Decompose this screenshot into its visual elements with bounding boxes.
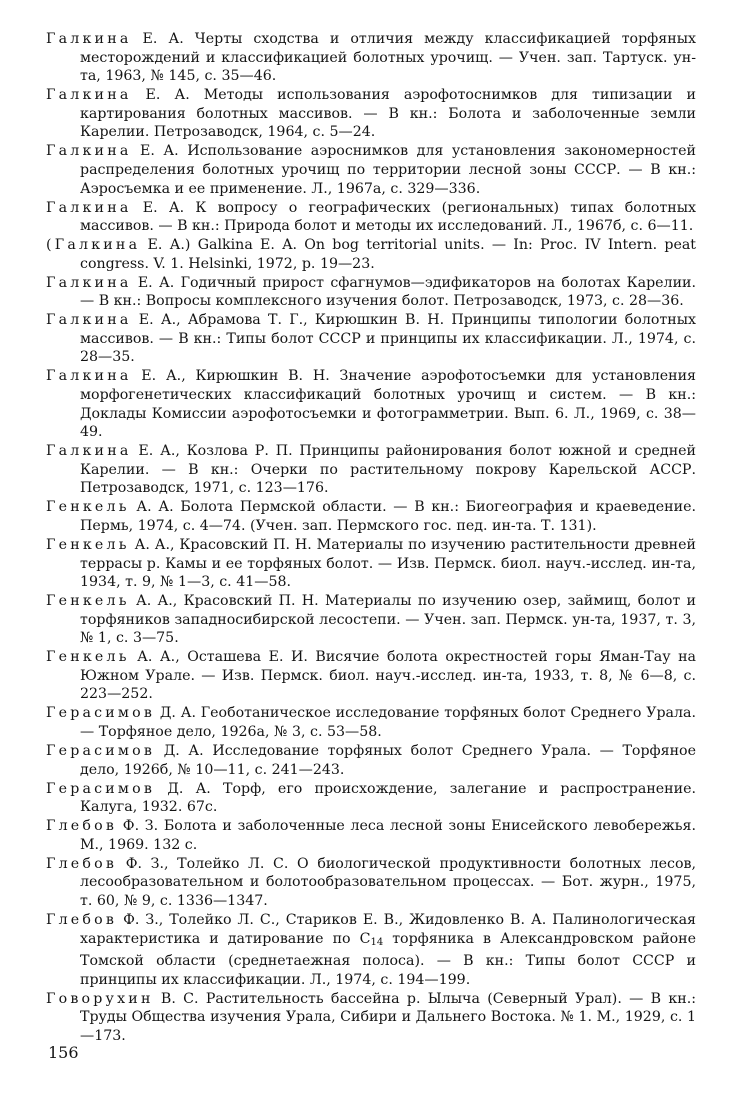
entry-text: А. А., Красовский П. Н. Материалы по изучению озер, займищ, болот и торфяников западносибирской лесостепи. — Учен. зап. Пермск. ун-та, 1937, т. 3, № 1, с. 3—75. <box>80 593 696 647</box>
bibliography-entry <box>46 742 696 779</box>
entry-text: Ф. З. Болота и заболоченные леса лесной зоны Енисейского левобережья. М., 1969. 132 с. <box>80 818 696 853</box>
entry-author: Генкель <box>46 499 130 516</box>
bibliography-entry <box>46 536 696 592</box>
entry-author: Галкина <box>46 312 132 329</box>
entry-text: Е. А. Годичный прирост сфагнумов—эдификаторов на болотах Карелии. — В кн.: Вопросы комплексного изучения болот. Петрозаводск, 1973, с. 28—36. <box>80 274 696 310</box>
bibliography-entry <box>46 780 696 817</box>
entry-text: Е. А. Использование аэроснимков для установления закономерностей распределения болотных урочищ по территории лесной зоны СССР. — В кн.: Аэросъемка и ее применение. Л., 1967а, с. 329—336. <box>80 143 696 197</box>
entry-author: Галкина <box>46 368 132 385</box>
entry-text: Ф. З., Толейко Л. С., Стариков Е. В., Жидовленко В. А. Палинологическая характеристика и датирование по C <box>80 911 696 947</box>
bibliography-entry <box>46 236 696 273</box>
bibliography-entry <box>46 199 696 236</box>
entry-author: Галкина <box>46 31 132 47</box>
entry-text: В. С. Растительность бассейна р. Ылыча (Северный Урал). — В кн.: Труды Общества изучения Урала, Сибири и Дальнего Востока. № 1. М., 1929, с. 1—173. <box>80 990 696 1044</box>
entry-author: Глебов <box>46 911 118 928</box>
entry-author: Галкина <box>46 87 132 104</box>
bibliography-entry <box>46 592 696 648</box>
bibliography-entry <box>46 274 696 311</box>
entry-text: Е. А., Козлова Р. П. Принципы районирования болот южной и средней Карелии. — В кн.: Очерки по растительному покрову Карельской АССР. Петрозаводск, 1971, с. 123—176. <box>80 443 696 497</box>
entry-text: Е. А. Черты сходства и отличия между классификацией торфяных месторождений и классификацией болотных урочищ. — Учен. зап. Тартуск. ун-та, 1963, № 145, с. 35—46. <box>80 31 696 85</box>
entry-author: Генкель <box>46 536 130 553</box>
entry-text: Ф. З., Толейко Л. С. О биологической продуктивности болотных лесов, лесообразовательном и болотообразовательном процессах. — Бот. журн., 1975, т. 60, № 9, с. 1336—1347. <box>80 855 696 909</box>
entry-author: Говорухин <box>46 990 154 1007</box>
bibliography-page <box>46 30 696 1046</box>
entry-author: (Галкина <box>46 237 141 254</box>
entry-author: Галкина <box>46 274 132 291</box>
entry-text: Е. А. Методы использования аэрофотоснимков для типизации и картирования болотных массивов. — В кн.: Болота и заболоченные земли Карелии. Петрозаводск, 1964, с. 5—24. <box>80 87 696 141</box>
entry-author: Генкель <box>46 649 130 666</box>
bibliography-entry <box>46 990 696 1046</box>
bibliography-entry <box>46 648 696 704</box>
entry-text: А. А. Болота Пермской области. — В кн.: Биогеография и краеведение. Пермь, 1974, с. 4—74. (Учен. зап. Пермского гос. пед. ин-та. Т. 131). <box>80 499 696 534</box>
entry-text: Е. А., Абрамова Т. Г., Кирюшкин В. Н. Принципы типологии болотных массивов. — В кн.: Типы болот СССР и принципы их классификации. Л., 1974, с. 28—35. <box>80 312 696 366</box>
bibliography-entry <box>46 911 696 989</box>
bibliography-entry <box>46 817 696 854</box>
bibliography-entry <box>46 498 696 535</box>
entry-text: А. А., Осташева Е. И. Висячие болота окрестностей горы Яман-Тау на Южном Урале. — Изв. Пермск. биол. науч.-исслед. ин-та, 1933, т. 8, № 6—8, с. 223—252. <box>80 649 696 703</box>
entry-text: Е. А., Кирюшкин В. Н. Значение аэрофотосъемки для установления морфогенетических классификаций болотных урочищ и систем. — В кн.: Доклады Комиссии аэрофотосъемки и фотограмметрии. Вып. 6. Л., 1969, с. 38—49. <box>80 368 696 441</box>
bibliography-entry <box>46 367 696 441</box>
entry-text: А. А., Красовский П. Н. Материалы по изучению растительности древней террасы р. Камы и ее торфяных болот. — Изв. Пермск. биол. науч.-исслед. ин-та, 1934, т. 9, № 1—3, с. 41—58. <box>80 536 696 591</box>
entry-author: Глебов <box>46 855 118 872</box>
bibliography-entry <box>46 142 696 198</box>
entry-author: Герасимов <box>46 743 156 760</box>
entry-author: Герасимов <box>46 780 156 797</box>
entry-text: Д. А. Исследование торфяных болот Среднего Урала. — Торфяное дело, 1926б, № 10—11, с. 241—243. <box>80 743 696 778</box>
entry-author: Генкель <box>46 593 130 610</box>
bibliography-entry <box>46 311 696 367</box>
page-number: 156 <box>48 1043 79 1062</box>
entry-author: Глебов <box>46 818 118 835</box>
entry-text: Е. А. К вопросу о географических (региональных) типах болотных массивов. — В кн.: Природа болот и методы их исследований. Л., 1967б, с. 6—11. <box>80 199 696 235</box>
entry-text: Д. А. Геоботаническое исследование торфяных болот Среднего Урала. — Торфяное дело, 1926а, № 3, с. 53—58. <box>80 705 696 741</box>
entry-author: Галкина <box>46 443 132 460</box>
entry-author: Галкина <box>46 143 132 160</box>
entry-text: Д. А. Торф, его происхождение, залегание и распространение. Калуга, 1932. 67с. <box>80 780 696 816</box>
entry-text: Е. А.) Galkina E. A. On bog territorial units. — In: Proc. IV Intern. peat congress. V. 1. Helsinki, 1972, p. 19—23. <box>80 237 696 272</box>
bibliography-entry <box>46 86 696 142</box>
bibliography-entry <box>46 30 696 86</box>
entry-subscript: 14 <box>370 936 384 948</box>
bibliography-entry <box>46 704 696 741</box>
entry-author: Герасимов <box>46 705 156 722</box>
entry-text: торфяника в Александровском районе Томской области (среднетаежная полоса). — В кн.: Типы болот СССР и принципы их классификации. Л., 1974, с. 194—199. <box>80 930 696 988</box>
entry-author: Галкина <box>46 199 132 216</box>
bibliography-entry <box>46 442 696 498</box>
bibliography-entry <box>46 855 696 911</box>
